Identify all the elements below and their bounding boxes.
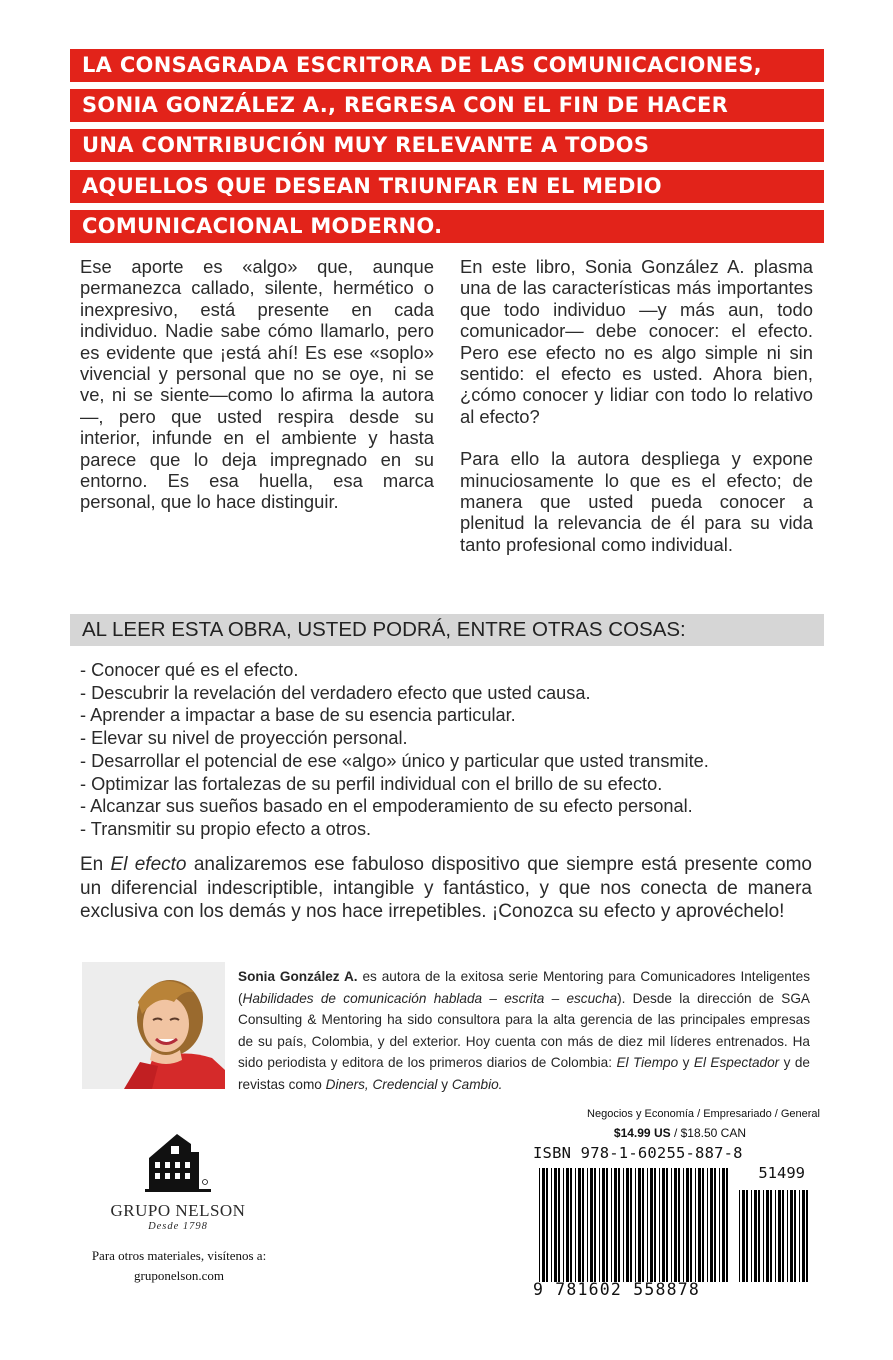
ean-digits: 9 781602 558878 <box>533 1280 701 1299</box>
isbn-barcode <box>533 1144 811 1304</box>
publisher-name: GRUPO NELSON <box>110 1201 246 1220</box>
barcode-bar <box>587 1168 588 1282</box>
barcode-bar <box>719 1168 720 1282</box>
barcode-bar <box>726 1168 728 1282</box>
barcode-bar <box>698 1168 701 1282</box>
banner-line-1: LA CONSAGRADA ESCRITORA DE LAS COMUNICACIONES, <box>70 49 824 82</box>
barcode-bar <box>563 1168 564 1282</box>
price-us: $14.99 US <box>613 1126 671 1140</box>
barcode-bar <box>635 1168 636 1282</box>
barcode-bar <box>739 1190 740 1282</box>
barcode-bar <box>578 1168 581 1282</box>
barcode-bar <box>551 1168 552 1282</box>
closing-paragraph <box>80 853 812 924</box>
barcode-bar <box>742 1190 745 1282</box>
right-paragraph-1: En este libro, Sonia González A. plasma una de las características más importantes que todo individuo —y más aun, todo comunicador— debe conocer: el efecto. Pero ese efecto no es algo simple ni sin sentido: el efecto es usted. Ahora bien, ¿cómo conocer y lidiar con todo lo relativo al efecto? <box>460 256 813 427</box>
barcode-bar <box>650 1168 653 1282</box>
barcode-bar <box>570 1168 572 1282</box>
barcode-bar <box>746 1190 748 1282</box>
barcode-bar <box>766 1190 769 1282</box>
barcode-bar <box>690 1168 692 1282</box>
price-can: / $18.50 CAN <box>670 1126 746 1140</box>
list-item: - Alcanzar sus sueños basado en el empoderamiento de su efecto personal. <box>80 796 693 817</box>
building-icon <box>143 1130 213 1192</box>
barcode-bar <box>599 1168 600 1282</box>
left-paragraph: Ese aporte es «algo» que, aunque permanezca callado, silente, hermético o inexpresivo, está presente en cada individuo. Nadie sabe cómo llamarlo, pero es evidente que ¡está ahí! Es ese «soplo» vivencial y personal que no se oye, ni se ve, ni se siente—como lo afirma la autora—, pero que usted respira desde su interior, infunde en el ambiente y hasta parece que lo deja impregnado en su entorno. Es esa huella, esa marca personal, que lo hace distinguir. <box>80 256 434 513</box>
barcode-bar <box>707 1168 708 1282</box>
barcode-bar <box>582 1168 584 1282</box>
banner-line-2: SONIA GONZÁLEZ A., REGRESA CON EL FIN DE HACER <box>70 89 824 122</box>
barcode-bar <box>758 1190 760 1282</box>
barcode-bar <box>666 1168 668 1282</box>
barcode-bar <box>778 1190 781 1282</box>
barcode-bar <box>575 1168 576 1282</box>
publisher-logo <box>88 1130 268 1232</box>
barcode-bar <box>702 1168 704 1282</box>
barcode-bar <box>671 1168 672 1282</box>
author-portrait-illustration <box>82 962 225 1089</box>
barcode-bar <box>754 1190 757 1282</box>
bio-text: y de revistas como <box>238 1055 810 1092</box>
barcode-bar <box>806 1190 808 1282</box>
barcode-bar <box>611 1168 612 1282</box>
price-code: 51499 <box>758 1164 805 1182</box>
bio-newspaper: El Tiempo <box>616 1055 679 1071</box>
bio-text: y <box>437 1076 452 1092</box>
bio-text: y <box>678 1055 694 1071</box>
barcode-bar <box>558 1168 560 1282</box>
bio-magazines: Diners, Credencial <box>325 1076 438 1092</box>
barcode-bar <box>770 1190 772 1282</box>
barcode-bar <box>590 1168 593 1282</box>
barcode-bar <box>710 1168 713 1282</box>
bio-series-title: Habilidades de comunicación hablada – escrita – escucha <box>242 990 618 1006</box>
barcode-bar <box>751 1190 752 1282</box>
publisher-website <box>70 1246 288 1286</box>
barcode-bar <box>594 1168 596 1282</box>
book-price <box>520 1126 746 1140</box>
bio-text: es autora de la exitosa serie Mentoring para Comunicadores Inteligentes ( <box>238 969 811 1006</box>
publisher-since: Desde 1798 <box>148 1221 208 1232</box>
barcode-bar <box>683 1168 684 1282</box>
barcode-bar <box>626 1168 629 1282</box>
barcode-bar <box>662 1168 665 1282</box>
barcode-bar <box>638 1168 641 1282</box>
barcode-bar <box>722 1168 725 1282</box>
author-name: Sonia González A. <box>238 969 358 984</box>
list-item: - Desarrollar el potencial de ese «algo» único y particular que usted transmite. <box>80 750 709 771</box>
banner-line-4: AQUELLOS QUE DESEAN TRIUNFAR EN EL MEDIO <box>70 170 824 203</box>
barcode-bar <box>566 1168 569 1282</box>
cta-line: Para otros materiales, visítenos a: <box>91 1248 267 1263</box>
website-url: gruponelson.com <box>134 1268 224 1283</box>
bio-text: ). Desde la dirección de SGA Consulting & Mentoring ha sido consultora para la alta gerencia de las principales empresas de su país, Colombia, y del exterior. Hoy cuenta con más de diez mil líderes entrenados. Ha sido periodista y editora de los primeros diarios de Colombia: <box>238 990 810 1071</box>
barcode-bar <box>775 1190 776 1282</box>
banner-line-3: UNA CONTRIBUCIÓN MUY RELEVANTE A TODOS <box>70 129 824 162</box>
barcode-bar <box>659 1168 660 1282</box>
list-item: - Optimizar las fortalezas de su perfil individual con el brillo de su efecto. <box>80 773 663 794</box>
barcode-bar <box>763 1190 764 1282</box>
author-bio <box>238 966 810 1096</box>
list-item: - Transmitir su propio efecto a otros. <box>80 818 372 839</box>
barcode-bar <box>794 1190 796 1282</box>
barcode-bar <box>546 1168 548 1282</box>
barcode-bar <box>623 1168 624 1282</box>
barcode-bar <box>678 1168 680 1282</box>
list-item: - Conocer qué es el efecto. <box>80 660 299 680</box>
right-paragraph-2: Para ello la autora despliega y expone minuciosamente lo que es el efecto; de manera que usted pueda conocer a plenitud la relevancia de él para su vida tanto profesional como individual. <box>460 448 813 555</box>
barcode-bar <box>686 1168 689 1282</box>
author-photo <box>82 962 225 1089</box>
left-column <box>80 256 434 513</box>
barcode-bar <box>554 1168 557 1282</box>
closing-prefix: En <box>80 854 111 875</box>
list-item: - Descubrir la revelación del verdadero efecto que usted causa. <box>80 682 591 703</box>
barcode-bar <box>790 1190 793 1282</box>
barcode-bar <box>642 1168 644 1282</box>
barcode-bar <box>654 1168 656 1282</box>
barcode-bar <box>647 1168 648 1282</box>
barcode-bar <box>714 1168 716 1282</box>
right-column <box>460 256 813 555</box>
barcode-bar <box>782 1190 784 1282</box>
benefits-list <box>80 659 840 841</box>
barcode-bar <box>802 1190 805 1282</box>
benefits-heading: AL LEER ESTA OBRA, USTED PODRÁ, ENTRE OTRAS COSAS: <box>70 614 824 646</box>
barcode-bar <box>614 1168 617 1282</box>
barcode-bar <box>618 1168 620 1282</box>
barcode-bar <box>542 1168 545 1282</box>
barcode-bar <box>674 1168 677 1282</box>
barcode-bar <box>799 1190 800 1282</box>
list-item: - Aprender a impactar a base de su esencia particular. <box>80 705 516 726</box>
barcode-bar <box>606 1168 608 1282</box>
barcode-bar <box>630 1168 632 1282</box>
barcode-bar <box>787 1190 788 1282</box>
bio-newspaper: El Espectador <box>693 1055 780 1071</box>
book-title: El efecto <box>110 854 187 875</box>
barcode-bar <box>539 1168 540 1282</box>
barcode-bar <box>695 1168 696 1282</box>
barcode-bar <box>602 1168 605 1282</box>
banner-line-5: COMUNICACIONAL MODERNO. <box>70 210 824 243</box>
bio-magazine: Cambio. <box>451 1076 503 1092</box>
book-category: Negocios y Economía / Empresariado / General <box>587 1108 820 1120</box>
list-item: - Elevar su nivel de proyección personal. <box>80 728 408 749</box>
isbn-number: ISBN 978-1-60255-887-8 <box>533 1144 743 1162</box>
closing-text: analizaremos ese fabuloso dispositivo que siempre está presente como un diferencial indescriptible, intangible y fantástico, y que nos conecta de manera exclusiva con los demás y nos hace irrepetibles. ¡Conozca su efecto y aprovéchelo! <box>80 854 812 922</box>
